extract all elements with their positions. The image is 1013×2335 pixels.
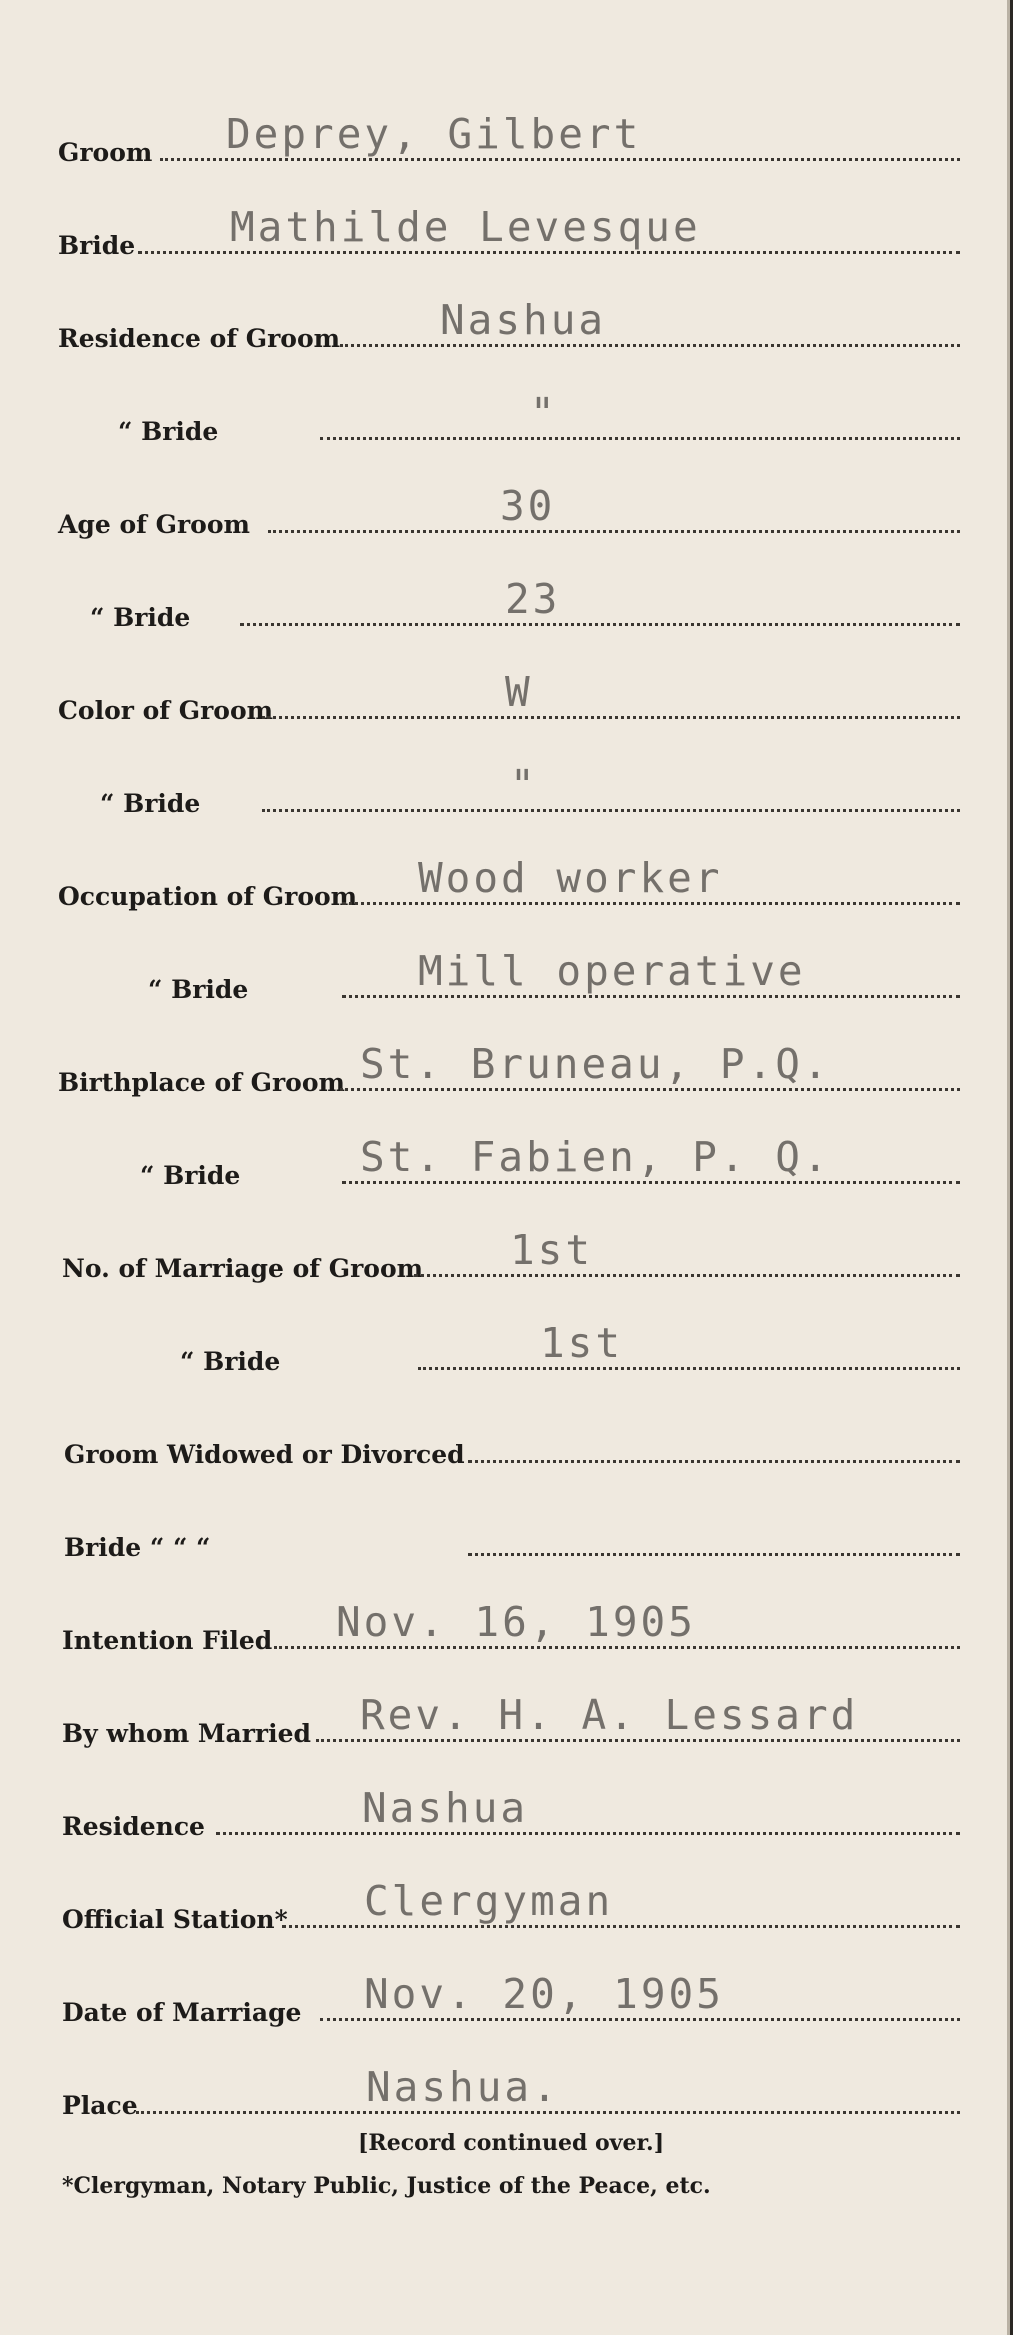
row-marriage-number-groom: [0, 1221, 1010, 1281]
label-birthplace-groom: Birthplace of Groom: [58, 1068, 345, 1097]
dotted-line: [418, 1367, 960, 1370]
dotted-line: [320, 2018, 960, 2021]
dotted-line: [262, 809, 960, 812]
label-age-bride: “ Bride: [90, 603, 191, 632]
label-age-groom: Age of Groom: [58, 510, 250, 539]
row-groom-widowed: [0, 1407, 1010, 1467]
dotted-line: [468, 1553, 960, 1556]
value-officiant-residence: Nashua: [362, 1784, 529, 1832]
label-birthplace-bride: “ Bride: [140, 1161, 241, 1190]
dotted-line: [268, 530, 960, 533]
row-officiant-residence: [0, 1779, 1010, 1839]
value-intention-filed: Nov. 16, 1905: [336, 1598, 696, 1646]
value-birthplace-groom: St. Bruneau, P.Q.: [360, 1040, 831, 1088]
value-married-by: Rev. H. A. Lessard: [360, 1691, 859, 1739]
dotted-line: [468, 1460, 960, 1463]
row-date-of-marriage: [0, 1965, 1010, 2025]
value-official-station: Clergyman: [364, 1877, 614, 1925]
label-officiant-residence: Residence: [62, 1812, 205, 1841]
label-residence-groom: Residence of Groom: [58, 324, 341, 353]
row-occupation-groom: [0, 849, 1010, 909]
label-residence-bride: “ Bride: [118, 417, 219, 446]
row-age-groom: [0, 477, 1010, 537]
value-date-of-marriage: Nov. 20, 1905: [364, 1970, 724, 2018]
label-bride-widowed: Bride “ “ “: [64, 1533, 211, 1562]
value-birthplace-bride: St. Fabien, P. Q.: [360, 1133, 831, 1181]
label-place: Place: [62, 2091, 138, 2120]
dotted-line: [340, 344, 960, 347]
dotted-line: [282, 1925, 960, 1928]
row-birthplace-bride: [0, 1128, 1010, 1188]
value-residence-bride: ": [530, 389, 558, 437]
dotted-line: [340, 1088, 960, 1091]
label-marriage-number-groom: No. of Marriage of Groom: [62, 1254, 424, 1283]
label-occupation-bride: “ Bride: [148, 975, 249, 1004]
value-marriage-number-bride: 1st: [540, 1319, 624, 1367]
dotted-line: [414, 1274, 960, 1277]
value-age-groom: 30: [500, 482, 556, 530]
label-groom-widowed: Groom Widowed or Divorced: [64, 1440, 465, 1469]
label-married-by: By whom Married: [62, 1719, 311, 1748]
row-birthplace-groom: [0, 1035, 1010, 1095]
value-color-bride: ": [510, 761, 538, 809]
value-place: Nashua.: [366, 2063, 560, 2111]
row-occupation-bride: [0, 942, 1010, 1002]
dotted-line: [320, 437, 960, 440]
label-groom: Groom: [58, 138, 153, 167]
label-occupation-groom: Occupation of Groom: [58, 882, 358, 911]
record-continued-note: [Record continued over.]: [358, 2130, 665, 2156]
value-occupation-groom: Wood worker: [418, 854, 723, 902]
dotted-line: [342, 1181, 960, 1184]
row-age-bride: [0, 570, 1010, 630]
dotted-line: [160, 158, 960, 161]
value-occupation-bride: Mill operative: [418, 947, 806, 995]
dotted-line: [274, 1646, 960, 1649]
value-bride: Mathilde Levesque: [230, 203, 701, 251]
value-residence-groom: Nashua: [440, 296, 607, 344]
row-groom: [0, 105, 1010, 165]
row-bride-widowed: [0, 1500, 1010, 1560]
label-intention-filed: Intention Filed: [62, 1626, 273, 1655]
label-marriage-number-bride: “ Bride: [180, 1347, 281, 1376]
dotted-line: [342, 902, 960, 905]
row-marriage-number-bride: [0, 1314, 1010, 1374]
dotted-line: [138, 251, 960, 254]
label-color-bride: “ Bride: [100, 789, 201, 818]
row-place: [0, 2058, 1010, 2118]
officiant-footnote: *Clergyman, Notary Public, Justice of the Peace, etc.: [62, 2173, 711, 2199]
dotted-line: [216, 1832, 960, 1835]
row-intention-filed: [0, 1593, 1010, 1653]
dotted-line: [136, 2111, 960, 2114]
label-color-groom: Color of Groom: [58, 696, 274, 725]
value-color-groom: W: [505, 668, 533, 716]
value-age-bride: 23: [505, 575, 561, 623]
label-official-station: Official Station*: [62, 1905, 288, 1934]
value-groom: Deprey, Gilbert: [226, 110, 642, 158]
row-residence-bride: [0, 384, 1010, 444]
row-bride: [0, 198, 1010, 258]
dotted-line: [316, 1739, 960, 1742]
label-bride: Bride: [58, 231, 136, 260]
label-date-of-marriage: Date of Marriage: [62, 1998, 302, 2027]
dotted-line: [342, 995, 960, 998]
row-color-bride: [0, 756, 1010, 816]
dotted-line: [262, 716, 960, 719]
row-color-groom: [0, 663, 1010, 723]
dotted-line: [240, 623, 960, 626]
value-marriage-number-groom: 1st: [510, 1226, 594, 1274]
row-married-by: [0, 1686, 1010, 1746]
row-residence-groom: [0, 291, 1010, 351]
row-official-station: [0, 1872, 1010, 1932]
